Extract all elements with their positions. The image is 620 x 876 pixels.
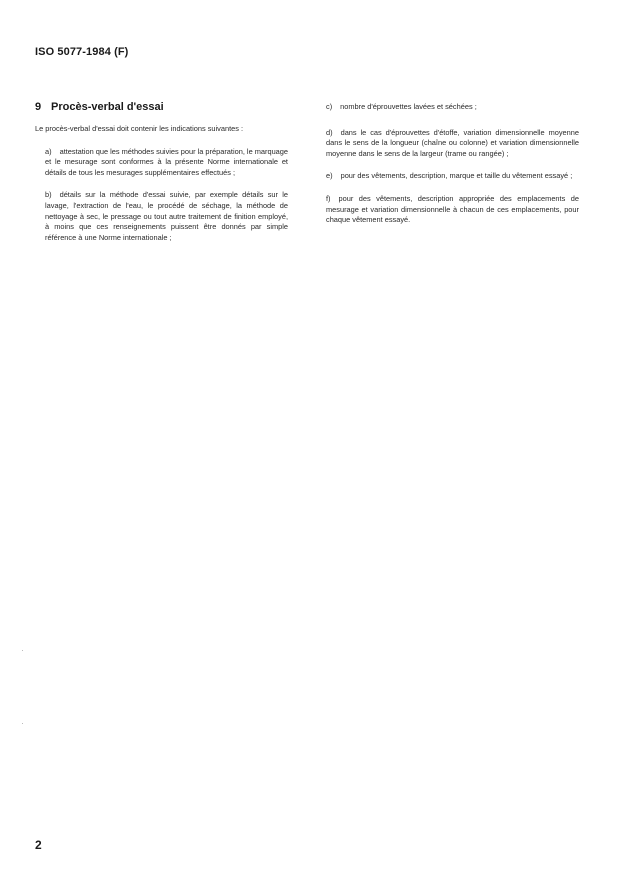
item-text: pour des vêtements, description appropriée des emplacements de mesurage et variation dimensionnelle à chacun de ces emplacements, pour chaque vêtement essayé. — [326, 193, 579, 225]
intro-paragraph: Le procès-verbal d'essai doit contenir les indications suivantes : — [35, 124, 244, 133]
list-item-a — [45, 147, 288, 179]
list-item-f — [326, 194, 579, 226]
scan-speck — [22, 650, 23, 651]
scan-speck — [22, 723, 23, 724]
item-text: nombre d'éprouvettes lavées et séchées ; — [340, 102, 477, 111]
list-item-e — [326, 171, 579, 182]
item-letter: e) — [326, 171, 333, 181]
document-header: ISO 5077-1984 (F) — [35, 46, 129, 58]
item-text: attestation que les méthodes suivies pour la préparation, le marquage et le mesurage sont conformes à la présente Norme internationale et détails de tous les mesurages supplémentaires effectués ; — [45, 146, 289, 177]
page-number: 2 — [35, 838, 42, 852]
list-item-b — [45, 190, 288, 243]
section-heading — [35, 100, 288, 114]
left-column — [35, 100, 288, 255]
item-text: dans le cas d'éprouvettes d'étoffe, variation dimensionnelle moyenne dans le sens de la longueur (chaîne ou colonne) et variation dimensionnelle moyenne dans le sens de la largeur (trame ou rangée) ; — [326, 127, 579, 158]
item-letter: d) — [326, 127, 333, 137]
section-number: 9 — [35, 101, 42, 113]
section-title: Procès-verbal d'essai — [51, 101, 164, 113]
item-letter: b) — [45, 190, 52, 200]
list-item-c — [326, 102, 579, 113]
list-item-d — [326, 128, 579, 160]
right-column — [326, 100, 579, 238]
item-letter: c) — [326, 102, 333, 111]
item-text: détails sur la méthode d'essai suivie, par exemple détails sur le lavage, l'extraction de l'eau, le procédé de séchage, la méthode de nettoyage à sec, le pressage ou tout autre traitement de finition employé, à moins que ces renseignements puissent être donnés par simple référence à une Norme internationale ; — [45, 190, 288, 242]
item-text: pour des vêtements, description, marque et taille du vêtement essayé ; — [340, 171, 573, 181]
item-letter: f) — [326, 193, 331, 203]
item-letter: a) — [45, 146, 52, 156]
